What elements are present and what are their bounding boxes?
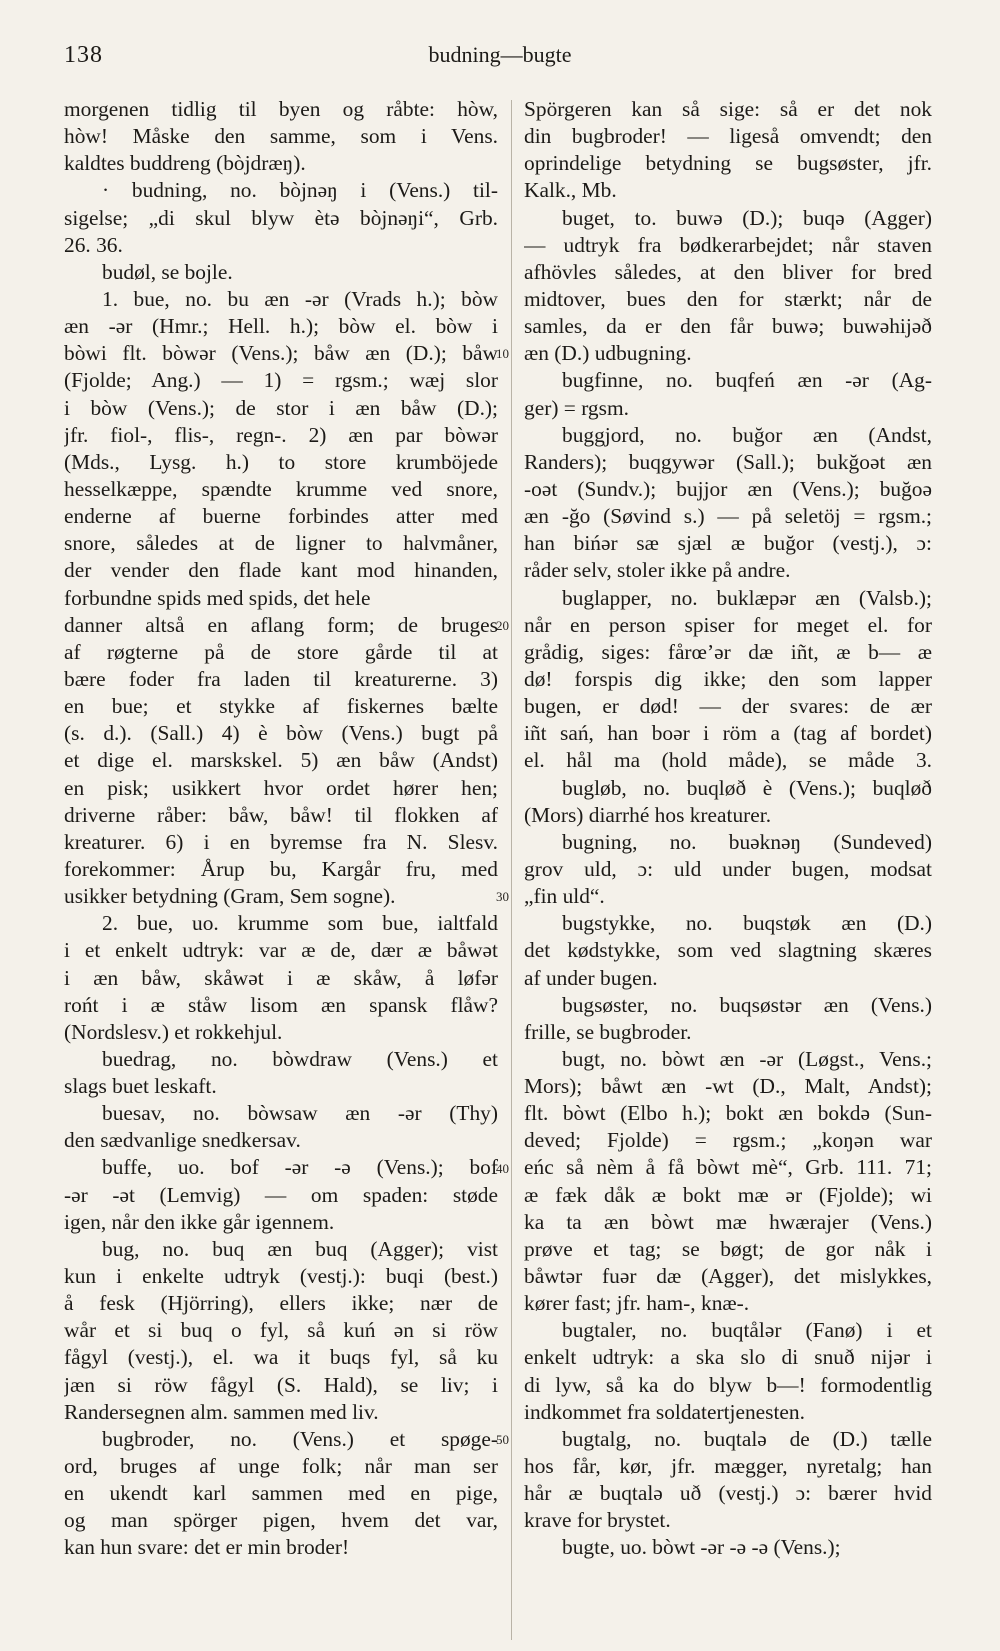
text-line: „fin uld“. (524, 884, 605, 909)
text-line: kreaturer. 6) i en byremse fra N. Slesv. (64, 829, 498, 854)
text-line: samles, da er den får buwə; buwəhijəð (524, 314, 932, 339)
text-line: bòwi flt. bòwər (Vens.); båw æn (D.); båw (64, 341, 498, 366)
left-column (64, 96, 498, 1562)
text-line: kun i enkelte udtryk (vestj.): buqi (best.) (64, 1264, 498, 1289)
text-line: kan hun svare: det er min broder! (64, 1535, 350, 1560)
text-line: buget, to. buwə (D.); buqə (Agger) (562, 205, 932, 230)
text-line: i æn båw, skåwət i æ skåw, å løfər (64, 965, 498, 990)
text-line: bug, no. buq æn buq (Agger); vist (102, 1236, 498, 1261)
text-line: den sædvanlige snedkersav. (64, 1128, 301, 1153)
text-line: Randers); buqgywər (Sall.); bukğoət æn (524, 449, 932, 474)
text-line: (Mors) diarrhé hos kreaturer. (524, 802, 772, 827)
text-line: fågyl (vestj.), el. wa it buqs fyl, så ku (64, 1345, 498, 1370)
text-line: din bugbroder! — ligeså omvendt; den (524, 124, 932, 149)
text-line: æ fæk dåk æ bokt mæ ər (Fjolde); wi (524, 1182, 932, 1207)
text-line: bugt, no. bòwt æn -ər (Løgst., Vens.; (562, 1046, 932, 1071)
text-line: bugning, no. buəknəŋ (Sundeved) (562, 829, 932, 854)
text-line: slags buet leskaft. (64, 1074, 217, 1099)
text-line: buggjord, no. buğor æn (Andst, (562, 422, 932, 447)
right-column (524, 96, 932, 1562)
text-line: forbundne spids med spids, det hele (64, 585, 371, 610)
text-line: enderne af buerne forbindes atter med (64, 504, 498, 529)
line-number: 30 (496, 889, 509, 905)
line-number: 50 (496, 1432, 509, 1448)
text-line: der vender den flade kant mod hinanden, (64, 558, 498, 583)
text-line: i et enkelt udtryk: var æ de, dær æ båwət (64, 938, 498, 963)
text-line: buglapper, no. buklæpər æn (Valsb.); (562, 585, 932, 610)
text-line: bugen, er død! — der svares: de ær (524, 694, 932, 719)
text-line: wår et si buq o fyl, så kuń ən si röw (64, 1318, 498, 1343)
text-line: 1. bue, no. bu æn -ər (Vrads h.); bòw (102, 286, 498, 311)
text-line: morgenen tidlig til byen og råbte: hòw, (64, 97, 498, 121)
text-line: en ukendt karl sammen med en pige, (64, 1481, 498, 1506)
text-line: indkommet fra soldatertjenesten. (524, 1399, 805, 1424)
text-line: iñt sań, han boər i röm a (tag af bordet) (524, 721, 932, 746)
text-line: å fesk (Hjörring), ellers ikke; nær de (64, 1291, 498, 1316)
text-line: bugtalg, no. buqtalə de (D.) tælle (562, 1426, 932, 1451)
text-line: grådig, siges: fårœ’ər dæ iñt, æ b— æ (524, 639, 932, 664)
text-line: kaldtes buddreng (bòjdræŋ). (64, 151, 306, 176)
text-line: æn -ər (Hmr.; Hell. h.); bòw el. bòw i (64, 314, 498, 339)
text-line: (Nordslesv.) et rokkehjul. (64, 1019, 283, 1044)
text-line: driverne råber: båw, båw! til flokken af (64, 802, 498, 827)
text-line: forekommer: Årup bu, Kargår fru, med (64, 856, 498, 881)
text-line: el. hål ma (hold måde), se måde 3. (524, 748, 932, 773)
text-line: bugstykke, no. buqstøk æn (D.) (562, 911, 932, 936)
text-line: af under bugen. (524, 965, 658, 990)
text-line: når en person spiser for meget el. for (524, 612, 932, 637)
text-line: sigelse; „di skul blyw ètə bòjnəŋi“, Grb. (64, 205, 498, 230)
text-line: -ər -ət (Lemvig) — om spaden: støde (64, 1182, 498, 1207)
text-line: deved; Fjolde) = rgsm.; „koŋən war (524, 1128, 932, 1153)
text-line: buffe, uo. bof -ər -ə (Vens.); bof (102, 1155, 498, 1180)
text-line: en pisk; usikkert hvor ordet hører hen; (64, 775, 498, 800)
text-line: 2. bue, uo. krumme som bue, ialtfald (102, 911, 498, 936)
text-line: i bòw (Vens.); de stor i æn båw (D.); (64, 395, 498, 420)
text-line: enkelt udtryk: a ska slo di snuð nijər i (524, 1345, 932, 1370)
text-line: en bue; et stykke af fiskernes bælte (64, 694, 498, 719)
text-line: snore, således at de ligner to halvmåner, (64, 531, 498, 556)
text-line: rońt i æ ståw lisom æn spansk flåw? (64, 992, 498, 1017)
text-line: båwtər fuər dæ (Agger), det mislykkes, (524, 1264, 932, 1289)
text-line: (Fjolde; Ang.) — 1) = rgsm.; wæj slor (64, 368, 498, 393)
text-line: råder selv, stoler ikke på andre. (524, 558, 791, 583)
text-line: bugte, uo. bòwt -ər -ə -ə (Vens.); (562, 1535, 841, 1560)
text-line: igen, når den ikke går igennem. (64, 1209, 335, 1234)
text-line: eńc så nèm å få bòwt mè“, Grb. 111. 71; (524, 1155, 932, 1180)
text-line: hos får, kør, jfr. mægger, nyretalg; han (524, 1454, 932, 1479)
text-line: Spörgeren kan så sige: så er det nok (524, 97, 932, 121)
text-line: di lyw, så ka do blyw b—! formodentlig (524, 1372, 932, 1397)
text-line: bugtaler, no. buqtålər (Fanø) i et (562, 1318, 932, 1343)
line-number: 40 (496, 1160, 509, 1176)
text-line: buesav, no. bòwsaw æn -ər (Thy) (102, 1101, 498, 1126)
text-line: han bińər sæ sjæl æ buğor (vestj.), ɔ: (524, 531, 932, 556)
text-line: hòw! Måske den samme, som i Vens. (64, 124, 498, 149)
text-line: ka ta æn bòwt mæ hwærajer (Vens.) (524, 1209, 932, 1234)
text-line: Randersegnen alm. sammen med liv. (64, 1399, 379, 1424)
text-line: ord, bruges af unge folk; når man ser (64, 1454, 498, 1479)
text-line: bugfinne, no. buqfeń æn -ər (Ag- (562, 368, 932, 393)
text-line: (Mds., Lysg. h.) to store krumböjede (64, 449, 498, 474)
text-line: æn -ğo (Søvind s.) — på seletöj = rgsm.; (524, 504, 932, 529)
line-number: 10 (496, 346, 509, 362)
text-line: danner altså en aflang form; de bruges (64, 612, 498, 637)
text-line: af røgterne på de store gårde til at (64, 639, 498, 664)
text-line: — udtryk fra bødkerarbejdet; når staven (524, 232, 932, 257)
text-line: ger) = rgsm. (524, 395, 629, 420)
text-line: 26. 36. (64, 232, 123, 257)
text-line: afhövles således, at den bliver for bred (524, 259, 932, 284)
text-line: hår æ buqtalə uð (vestj.) ɔ: bærer hvid (524, 1481, 932, 1506)
text-line: et dige el. marskskel. 5) æn båw (Andst) (64, 748, 498, 773)
page-header (0, 42, 1000, 76)
text-line: midtover, bues den for stærkt; når de (524, 286, 932, 311)
text-line: og man spörger pigen, hvem det var, (64, 1508, 498, 1533)
text-line: prøve et tag; se bøgt; de gor nåk i (524, 1236, 932, 1261)
text-line: budøl, se bojle. (102, 259, 233, 284)
text-line: jæn si röw fågyl (S. Hald), se liv; i (64, 1372, 498, 1397)
text-line: · budning, no. bòjnəŋ i (Vens.) til- (102, 178, 498, 203)
text-line: det kødstykke, som ved slagtning skæres (524, 938, 932, 963)
text-line: kører fast; jfr. ham-, knæ-. (524, 1291, 750, 1316)
text-line: krave for brystet. (524, 1508, 671, 1533)
line-number: 20 (496, 617, 509, 633)
text-line: buedrag, no. bòwdraw (Vens.) et (102, 1046, 498, 1071)
text-line: frille, se bugbroder. (524, 1019, 692, 1044)
text-line: usikker betydning (Gram, Sem sogne). (64, 884, 396, 909)
text-line: Mors); båwt æn -wt (D., Malt, Andst); (524, 1074, 932, 1099)
text-line: flt. bòwt (Elbo h.); bokt æn bokdə (Sun- (524, 1101, 932, 1126)
text-line: bugbroder, no. (Vens.) et spøge- (102, 1426, 498, 1451)
text-line: hesselkæppe, spændte krumme ved snore, (64, 476, 498, 501)
text-line: bugløb, no. buqløð è (Vens.); buqløð (562, 775, 932, 800)
text-line: -oət (Sundv.); bujjor æn (Vens.); buğoə (524, 476, 932, 501)
text-line: dø! forspis dig ikke; den som lapper (524, 666, 932, 691)
text-line: grov uld, ɔ: uld under bugen, modsat (524, 856, 932, 881)
text-line: Kalk., Mb. (524, 178, 617, 203)
text-line: bære foder fra laden til kreaturerne. 3) (64, 666, 498, 691)
text-line: æn (D.) udbugning. (524, 341, 692, 366)
text-line: oprindelige betydning se bugsøster, jfr. (524, 151, 932, 176)
column-divider (511, 100, 512, 1640)
text-line: (s. d.). (Sall.) 4) è bòw (Vens.) bugt på (64, 721, 498, 746)
text-line: bugsøster, no. buqsøstər æn (Vens.) (562, 992, 932, 1017)
running-head: budning—bugte (428, 42, 572, 67)
text-line: jfr. fiol-, flis-, regn-. 2) æn par bòwər (64, 422, 498, 447)
page-number: 138 (64, 42, 103, 68)
